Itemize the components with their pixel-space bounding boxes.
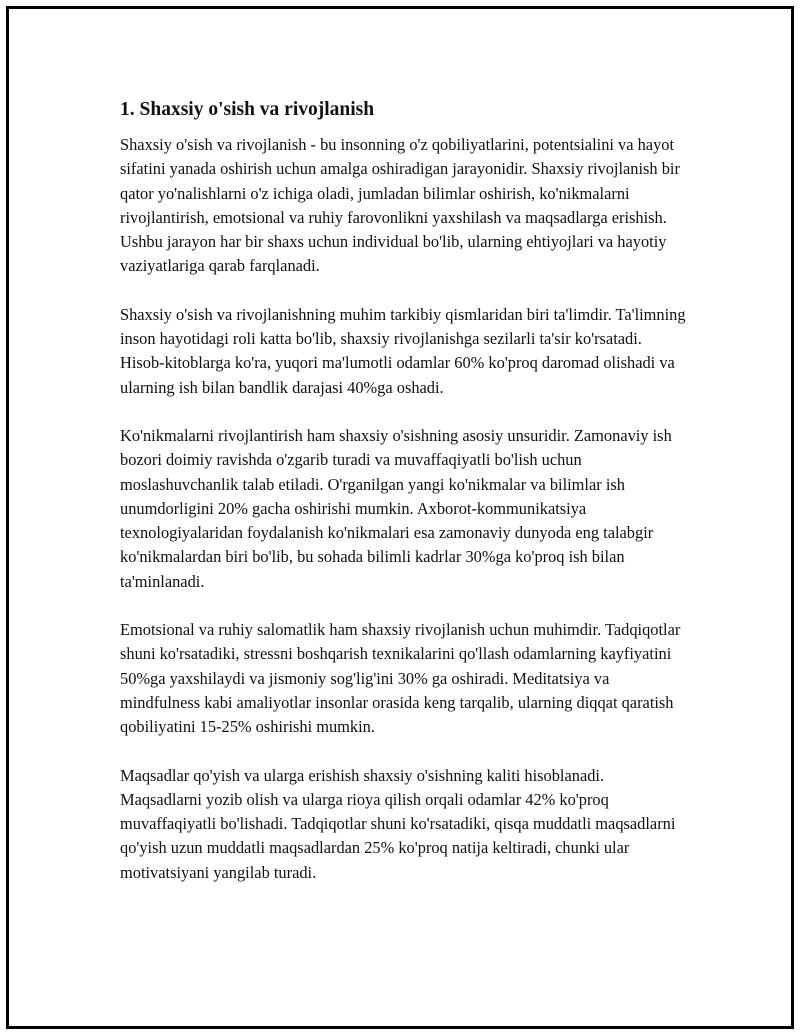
paragraph-goals: Maqsadlar qo'yish va ularga erishish shaxsiy o'sishning kaliti hisoblanadi. Maqsadlarni yozib olish va ularga rioya qilish orqali odamlar 42% ko'proq muvaffaqiyatli bo'lishadi. Tadqiqotlar shuni ko'rsatadiki, qisqa muddatli maqsadlarni qo'yish uzun muddatli maqsadlardan 25% ko'proq natija keltiradi, chunki ular motivatsiyani yangilab turadi. bbox=[120, 765, 676, 882]
section-heading: 1. Shaxsiy o'sish va rivojlanish bbox=[120, 99, 375, 120]
paragraph-intro: Shaxsiy o'sish va rivojlanish - bu insonning o'z qobiliyatlarini, potentsialini va hayot sifatini yanada oshirish uchun amalga oshiradigan jarayonidir. Shaxsiy rivojlanish bir qator yo'nalishlarni o'z ichiga oladi, jumladan bilimlar oshirish, ko'nikmalarni rivojlantirish, emotsional va ruhiy farovonlikni yaxshilash va maqsadlarga erishish. Ushbu jarayon har bir shaxs uchun individual bo'lib, ularning ehtiyojlari va hayotiy vaziyatlariga qarab farqlanadi. bbox=[120, 135, 680, 276]
document-body bbox=[120, 97, 690, 909]
paragraph-skills: Ko'nikmalarni rivojlantirish ham shaxsiy o'sishning asosiy unsuridir. Zamonaviy ish bozori doimiy ravishda o'zgarib turadi va muvaffaqiyatli bo'lish uchun moslashuvchanlik talab etiladi. O'rganilgan yangi ko'nikmalar va bilimlar ish unumdorligini 20% gacha oshirishi mumkin. Axborot-kommunikatsiya texnologiyalaridan foydalanish ko'nikmalari esa zamonaviy dunyoda eng talabgir ko'nikmalardan biri bo'lib, bu sohada bilimli kadrlar 30%ga ko'proq ish bilan ta'minlanadi. bbox=[120, 425, 672, 591]
paragraph-education: Shaxsiy o'sish va rivojlanishning muhim tarkibiy qismlaridan biri ta'limdir. Ta'limning inson hayotidagi roli katta bo'lib, shaxsiy rivojlanishga sezilarli ta'sir ko'rsatadi. Hisob-kitoblarga ko'ra, yuqori ma'lumotli odamlar 60% ko'proq daromad olishadi va ularning ish bilan bandlik darajasi 40%ga oshadi. bbox=[120, 304, 686, 397]
page-frame bbox=[6, 6, 794, 1029]
paragraph-wellbeing: Emotsional va ruhiy salomatlik ham shaxsiy rivojlanish uchun muhimdir. Tadqiqotlar shuni ko'rsatadiki, stressni boshqarish texnikalarini qo'llash odamlarning kayfiyatini 50%ga yaxshilaydi va jismoniy sog'lig'ini 30% ga oshiradi. Meditatsiya va mindfulness kabi amaliyotlar insonlar orasida keng tarqalib, ularning diqqat qaratish qobiliyatini 15-25% oshirishi mumkin. bbox=[120, 620, 681, 737]
